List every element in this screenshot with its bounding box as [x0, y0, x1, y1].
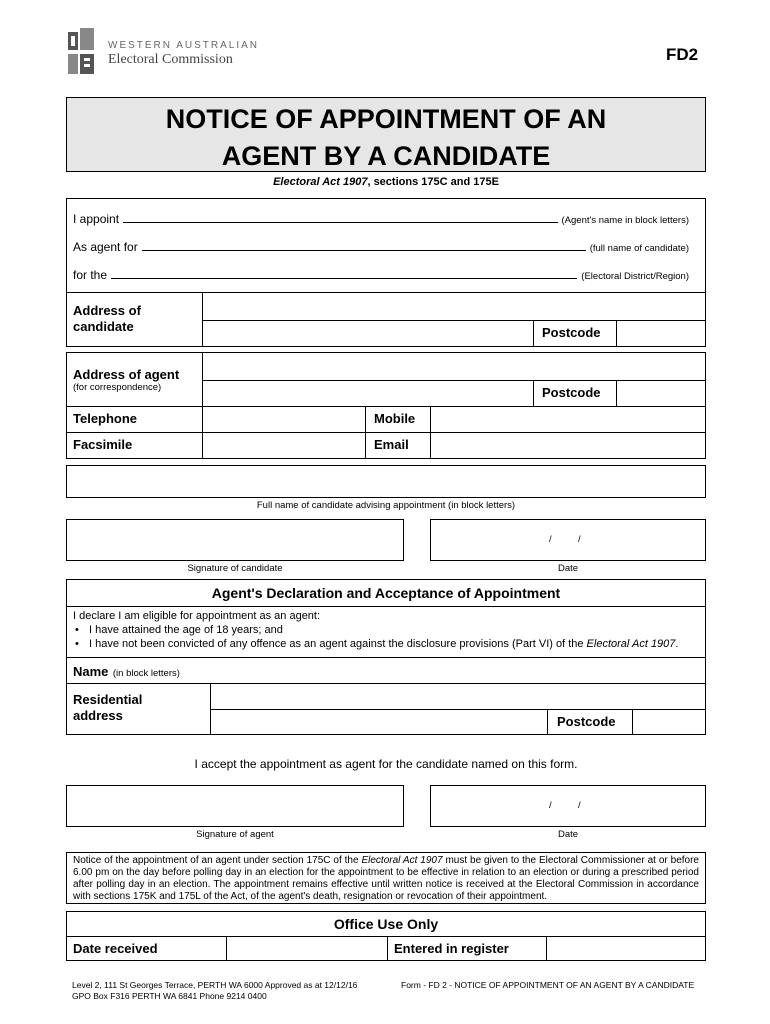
telephone-field[interactable]: [202, 406, 366, 433]
residential-address-label: Residential address: [73, 692, 143, 723]
mobile-field[interactable]: [430, 406, 706, 433]
form-title-line1: NOTICE OF APPOINTMENT OF AN: [165, 104, 607, 134]
candidate-address-label-cell: [66, 292, 203, 347]
legal-notice: [66, 852, 706, 904]
org-name-line1: WESTERN AUSTRALIAN: [108, 40, 260, 51]
footer-form-ref: Form - FD 2 - NOTICE OF APPOINTMENT OF AN AGENT BY A CANDIDATE: [401, 980, 695, 990]
office-use-heading: Office Use Only: [66, 911, 706, 937]
as-agent-row: [73, 236, 689, 254]
agent-name-hint: (in block letters): [112, 668, 180, 679]
form-code: FD2: [666, 45, 699, 64]
district-field[interactable]: [111, 278, 577, 279]
candidate-signature-field[interactable]: [66, 519, 404, 561]
agent-signature-field[interactable]: [66, 785, 404, 827]
candidate-date-slashes: / /: [549, 534, 581, 545]
declaration-bullet-conviction: [73, 637, 699, 651]
date-received-field[interactable]: [226, 936, 388, 961]
residential-address-label-cell: [66, 683, 211, 735]
residential-address-line1[interactable]: [210, 683, 706, 710]
candidate-fullname-field[interactable]: [66, 465, 706, 498]
for-the-label: for the: [73, 268, 108, 282]
act-name: Electoral Act 1907: [273, 176, 368, 188]
agent-date-slashes: / /: [549, 800, 581, 811]
agent-signature-caption: Signature of agent: [196, 829, 274, 840]
email-label: Email: [365, 432, 431, 459]
declaration-bullet-age: • I have attained the age of 18 years; and: [73, 623, 699, 637]
candidate-address-line2[interactable]: [202, 320, 534, 347]
agent-address-label-cell: [66, 352, 203, 407]
as-agent-label: As agent for: [73, 240, 138, 254]
agent-address-label: Address of agent: [73, 367, 180, 382]
residential-postcode-field[interactable]: [632, 709, 706, 735]
agent-name-cell[interactable]: [66, 657, 706, 684]
as-agent-hint: (full name of candidate): [589, 243, 689, 254]
agent-address-sublabel: (for correspondence): [73, 382, 162, 393]
candidate-postcode-field[interactable]: [616, 320, 706, 347]
appointment-section: [66, 198, 706, 292]
declaration-heading: Agent's Declaration and Acceptance of Appointment: [66, 579, 706, 607]
candidate-date-caption: Date: [557, 563, 579, 574]
bullet2-act: Electoral Act 1907: [586, 638, 676, 650]
agent-address-line1[interactable]: [202, 352, 706, 381]
declaration-body: [66, 606, 706, 658]
entered-register-label: Entered in register: [387, 936, 547, 961]
notice-text-pre: Notice of the appointment of an agent under section 175C of the: [73, 855, 362, 866]
agent-name-field[interactable]: [123, 222, 557, 223]
facsimile-label: Facsimile: [66, 432, 203, 459]
for-the-row: [73, 264, 689, 282]
footer-address: [72, 980, 357, 1002]
form-title-box: [66, 97, 706, 172]
bullet2-text: I have not been convicted of any offence as an agent against the disclosure provisions (Part VI) of the: [89, 638, 587, 650]
declaration-intro: I declare I am eligible for appointment as an agent:: [73, 610, 321, 622]
facsimile-field[interactable]: [202, 432, 366, 459]
footer-address-line2: GPO Box F316 PERTH WA 6841 Phone 9214 0400: [72, 991, 267, 1001]
org-name-line2: Electoral Commission: [108, 52, 233, 67]
act-sections: , sections 175C and 175E: [367, 176, 499, 188]
candidate-address-line1[interactable]: [202, 292, 706, 321]
agent-name-label: Name: [73, 664, 109, 679]
act-reference: [66, 176, 706, 188]
telephone-label: Telephone: [66, 406, 203, 433]
candidate-signature-caption: Signature of candidate: [187, 563, 283, 574]
date-received-label: Date received: [66, 936, 227, 961]
candidate-name-field[interactable]: [142, 250, 586, 251]
residential-address-line2[interactable]: [210, 709, 548, 735]
notice-text-post: must be given to the Electoral Commissioner at or before 6.00 pm on the day before polling day in an election for the appointment to be effective in relation to an election or during a prescribed period after polling day in an election. The appointment remains effective until written notice is received at the Electoral Commission in accordance with sections 175K and 175L of the Act, of the agent's death, resignation or revocation of their appointment.: [73, 855, 699, 902]
i-appoint-label: I appoint: [73, 212, 120, 226]
email-field[interactable]: [430, 432, 706, 459]
form-title-line2: AGENT BY A CANDIDATE: [221, 141, 551, 171]
footer-address-line1: Level 2, 111 St Georges Terrace, PERTH WA 6000 Approved as at 12/12/16: [72, 980, 358, 990]
candidate-address-label: Address of candidate: [73, 303, 141, 334]
agent-postcode-field[interactable]: [616, 380, 706, 407]
i-appoint-row: [73, 208, 689, 226]
residential-postcode-label: Postcode: [547, 709, 633, 735]
agent-date-caption: Date: [557, 829, 579, 840]
entered-register-field[interactable]: [546, 936, 706, 961]
acceptance-statement: I accept the appointment as agent for the candidate named on this form.: [194, 757, 578, 771]
candidate-date-field[interactable]: [430, 519, 706, 561]
agent-date-field[interactable]: [430, 785, 706, 827]
i-appoint-hint: (Agent's name in block letters): [561, 215, 689, 226]
bullet2-end: .: [675, 638, 679, 650]
electoral-commission-logo: [68, 28, 96, 76]
candidate-fullname-caption: Full name of candidate advising appointment (in block letters): [256, 500, 516, 511]
for-the-hint: (Electoral District/Region): [581, 271, 689, 282]
mobile-label: Mobile: [365, 406, 431, 433]
agent-postcode-label: Postcode: [533, 380, 617, 407]
notice-act: Electoral Act 1907: [361, 855, 443, 866]
candidate-postcode-label: Postcode: [533, 320, 617, 347]
agent-address-line2[interactable]: [202, 380, 534, 407]
